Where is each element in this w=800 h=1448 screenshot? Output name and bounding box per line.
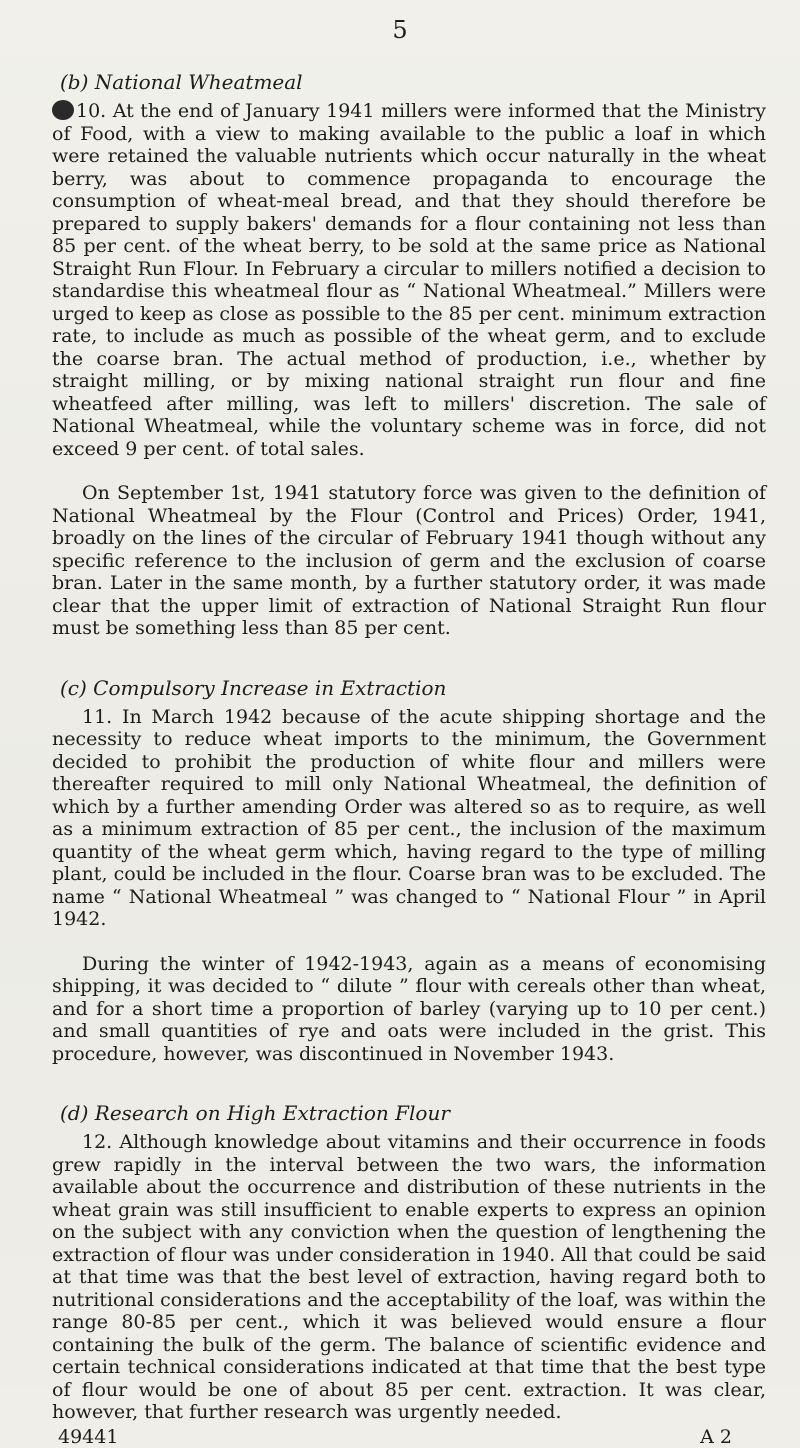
section-c-paragraph-2: During the winter of 1942-1943, again as a means of economising shipping, it was decided to “ dilute ” flour with cereals other than wheat, and for a short time a proportion of barley (varying up to 10 per cent.) and small quantities of rye and oats were included in the grist. This procedure, however, was discontinued in November 1943. [52,952,766,1065]
page-footer [52,1426,766,1448]
page-number: 5 [392,16,408,44]
section-c-heading: (c) Compulsory Increase in Extraction [60,675,447,700]
ink-blot-icon [52,100,74,120]
printer-code: 49441 [58,1425,119,1448]
section-b-paragraph-2: On September 1st, 1941 statutory force was given to the definition of National Wheatmeal by the Flour (Control and Prices) Order, 1941, broadly on the lines of the circular of February 1941 though without any specific reference to the inclusion of germ and the exclusion of coarse bran. Later in the same month, by a further statutory order, it was made clear that the upper limit of extraction of National Straight Run flour must be something less than 85 per cent. [52,482,766,639]
section-b-paragraph-1-text: 10. At the end of January 1941 millers were informed that the Ministry of Food, with a view to making available to the public a loaf in which were retained the valuable nutrients which occur naturally in the wheat berry, was about to commence propaganda to encourage the consumption of wheat-meal bread, and that they should therefore be prepared to supply bakers' demands for a flour containing not less than 85 per cent. of the wheat berry, to be sold at the same price as National Straight Run Flour. In February a circular to millers notified a decision to standardise this wheatmeal flour as “ National Wheatmeal.” Millers were urged to keep as close as possible to the 85 per cent. minimum extraction rate, to include as much as possible of the wheat germ, and to exclude the coarse bran. The actual method of production, i.e., whether by straight milling, or by mixing national straight run flour and fine wheatfeed after milling, was left to millers' discretion. The sale of National Wheatmeal, while the voluntary scheme was in force, did not exceed 9 per cent. of total sales. [52,100,766,460]
page-content [52,70,766,1448]
section-d-heading: (d) Research on High Extraction Flour [60,1101,450,1125]
section-b-heading: (b) National Wheatmeal [60,70,303,94]
signature-mark: A 2 [700,1425,732,1448]
section-b-paragraph-1 [52,100,766,460]
section-c-paragraph-1: 11. In March 1942 because of the acute shipping shortage and the necessity to reduce wheat imports to the minimum, the Government decided to prohibit the production of white flour and millers were thereafter required to mill only National Wheatmeal, the definition of which by a further amending Order was altered so as to require, as well as a minimum extraction of 85 per cent., the inclusion of the maximum quantity of the wheat germ which, having regard to the type of milling plant, could be included in the flour. Coarse bran was to be excluded. The name “ National Wheatmeal ” was changed to “ National Flour ” in April 1942. [52,705,766,930]
section-d-paragraph-1: 12. Although knowledge about vitamins and their occurrence in foods grew rapidly in the interval between the two wars, the information available about the occurrence and distribution of these nutrients in the wheat grain was still insufficient to enable experts to express an opinion on the subject with any conviction when the question of lengthening the extraction of flour was under consideration in 1940. All that could be said at that time was that the best level of extraction, having regard both to nutritional considerations and the acceptability of the loaf, was within the range 80-85 per cent., which it was believed would ensure a flour containing the bulk of the germ. The balance of scientific evidence and certain technical considerations indicated at that time that the best type of flour would be one of about 85 per cent. extraction. It was clear, however, that further research was urgently needed. [52,1131,766,1423]
